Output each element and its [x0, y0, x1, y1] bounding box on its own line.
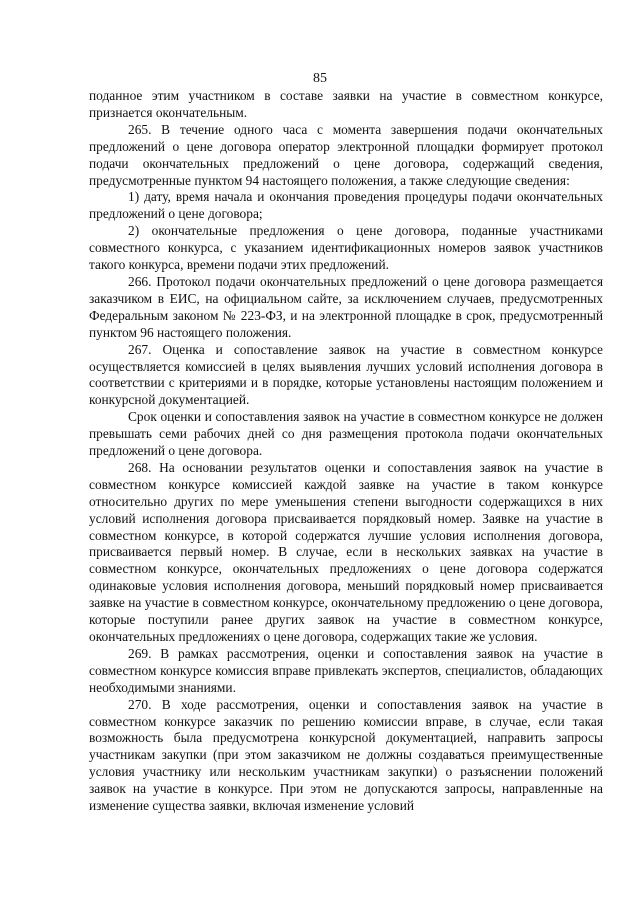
page-number: 85	[313, 71, 327, 86]
paragraph-270: 270. В ходе рассмотрения, оценки и сопоставления заявок на участие в совместном конкурсе заказчик по решению комиссии вправе, в случае, если такая возможность была предусмотрена конкурсной документацией, направить запросы участникам закупки (при этом заказчиком не должны создаваться преимущественные условия участнику или нескольким участникам закупки) о разъяснении положений заявок на участие в конкурсе. При этом не допускаются запросы, направленные на изменение существа заявки, включая изменение условий	[89, 696, 603, 814]
body-text	[89, 88, 603, 815]
paragraph-deadline: Срок оценки и сопоставления заявок на участие в совместном конкурсе не должен превышать семи рабочих дней со дня размещения протокола подачи окончательных предложений о цене договора.	[89, 409, 603, 459]
list-item-2: 2) окончательные предложения о цене договора, поданные участниками совместного конкурса, с указанием идентификационных номеров заявок участников такого конкурса, времени подачи этих предложений.	[89, 223, 603, 273]
list-item-1: 1) дату, время начала и окончания проведения процедуры подачи окончательных предложений о цене договора;	[89, 189, 603, 222]
paragraph-266: 266. Протокол подачи окончательных предложений о цене договора размещается заказчиком в ЕИС, на официальном сайте, за исключением случаев, предусмотренных Федеральным законом № 223-ФЗ, и на электронной площадке в срок, предусмотренный пунктом 96 настоящего положения.	[89, 273, 603, 340]
paragraph-269: 269. В рамках рассмотрения, оценки и сопоставления заявок на участие в совместном конкурсе комиссия вправе привлекать экспертов, специалистов, обладающих необходимыми знаниями.	[89, 645, 603, 695]
paragraph-268: 268. На основании результатов оценки и сопоставления заявок на участие в совместном конкурсе комиссией каждой заявке на участие в таком конкурсе относительно других по мере уменьшения степени выгодности содержащихся в них условий исполнения договора присваивается порядковый номер. Заявке на участие в совместном конкурсе, в которой содержатся лучшие условия исполнения договора, присваивается первый номер. В случае, если в нескольких заявках на участие в совместном конкурсе, окончательных предложениях о цене договора содержатся одинаковые условия исполнения договора, меньший порядковый номер присваивается заявке на участие в совместном конкурсе, окончательному предложению о цене договора, которые поступили ранее других заявок на участие в совместном конкурсе, окончательных предложениях о цене договора, содержащих такие же условия.	[89, 459, 603, 644]
paragraph-continuation: поданное этим участником в составе заявки на участие в совместном конкурсе, признается окончательным.	[89, 88, 603, 120]
paragraph-267: 267. Оценка и сопоставление заявок на участие в совместном конкурсе осуществляется комиссией в целях выявления лучших условий исполнения договора в соответствии с критериями и в порядке, которые установлены настоящим положением и конкурсной документацией.	[89, 341, 603, 408]
paragraph-265: 265. В течение одного часа с момента завершения подачи окончательных предложений о цене договора оператор электронной площадки формирует протокол подачи окончательных предложений о цене договора, содержащий сведения, предусмотренные пунктом 94 настоящего положения, а также следующие сведения:	[89, 121, 603, 188]
